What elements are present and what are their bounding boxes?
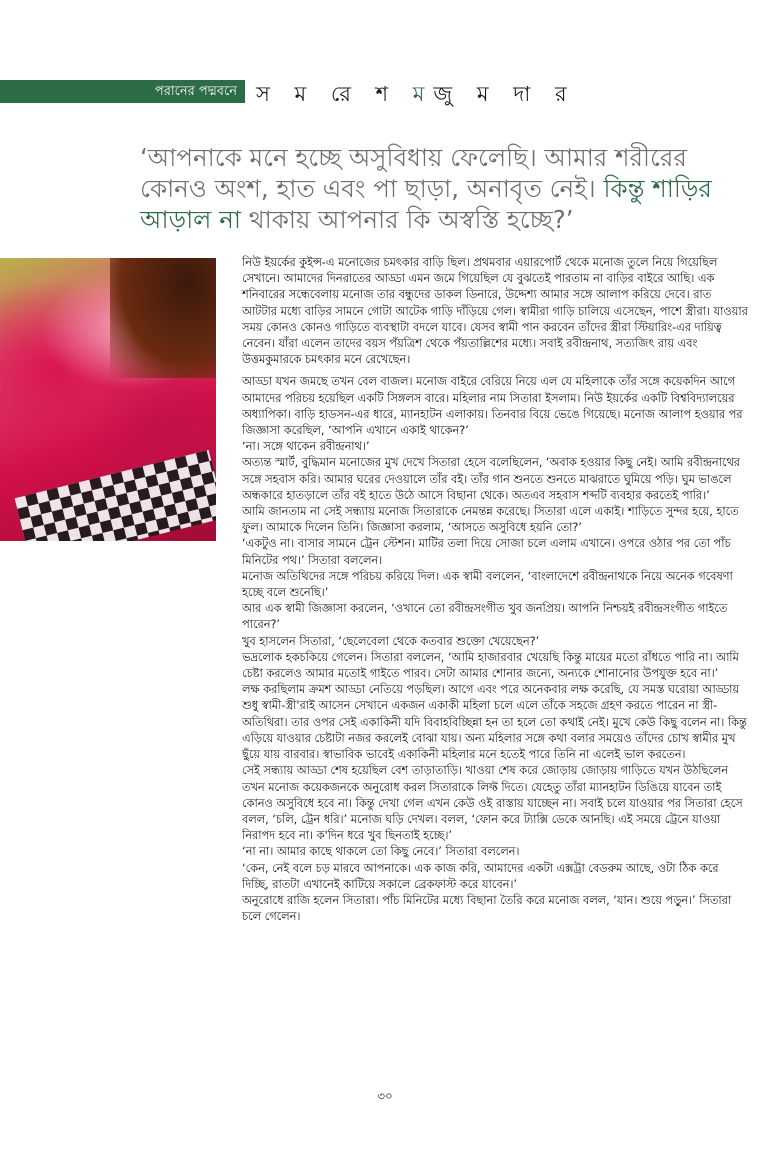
paragraph: ‘না না। আমার কাছে থাকলে তো কিছু নেবে।’ সিতারা বললেন। <box>242 845 520 859</box>
paragraph: ভদ্রলোক হকচকিয়ে গেলেন। সিতারা বললেন, ‘আমি হাজারবার খেয়েছি কিন্তু মায়ের মতো রাঁধতে পারি না। আমি চেষ্টা করলেও আমার মতোই গাইতে পারব। সেটা আমার শোনার জন্যে, অন্যকে শোনানোর উপযুক্ত হবে না।’ <box>242 650 739 681</box>
page-number: ৩০ <box>377 1089 393 1103</box>
paragraph: লক্ষ করছিলাম ক্রমশ আড্ডা নেতিয়ে পড়ছিল। আগে এবং পরে অনেকবার লক্ষ করেছি, যে সমস্ত ঘরোয়া আড্ডায় শুধু স্বামী-স্ত্রী'রাই আসেন সেখানে একজন একাকী মহিলা চলে এলে তাঁকে সহজে গ্রহণ করতে পারেন না স্ত্রী-অতিথিরা। তার ওপর সেই একাকিনী যদি বিবাহবিচ্ছিন্না হন তা হলে তো কথাই নেই। মুখে কেউ কিছু বলেন না। কিন্তু এড়িয়ে যাওয়ার চেষ্টাটা নজর করলেই বোঝা যায়। অন্য মহিলার সঙ্গে কথা বলার সময়েও তাঁদের চোখ স্বামীর মুখ ছুঁয়ে যায় বারবার। স্বাভাবিক ভাবেই একাকিনী মহিলার মনে হতেই পারে তিনি না এলেই ভাল করতেন। <box>242 683 747 762</box>
paragraph: খুব হাসলেন সিতারা, ‘ছেলেবেলা থেকে কতবার শুক্তো খেয়েছেন?’ <box>242 634 540 648</box>
series-title: পরানের পদ্মবনে <box>154 84 237 99</box>
pull-quote <box>140 142 750 235</box>
series-title-band <box>0 80 245 103</box>
author-surname-initial: ম <box>412 82 434 106</box>
author-surname-rest: জু ম দা র <box>433 82 576 106</box>
author-name <box>256 78 576 113</box>
pull-quote-highlight: কিন্তু শাড়ির আড়াল না <box>140 174 712 234</box>
paragraph: নিউ ইয়র্কের কুইন্স-এ মনোজের চমৎকার বাড়ি ছিল। প্রথমবার এয়ারপোর্ট থেকে মনোজ তুলে নিয়ে গিয়েছিল সেখানে। আমাদের দিনরাতের আড্ডা এমন জমে গিয়েছিল যে বুঝতেই পারতাম না বাড়ির বাইরে আছি। এক শনিবারের সন্ধেবেলায় মনোজ তার বন্ধুদের ডাকল ডিনারে, উদ্দেশ্য আমার সঙ্গে আলাপ করিয়ে দেবে। রাত আটটার মধ্যে বাড়ির সামনে গোটা আটেক গাড়ি দাঁড়িয়ে গেল। স্বামীরা গাড়ি চালিয়ে এসেছেন, পাশে স্ত্রীরা। যাওয়ার সময় কোনও কোনও গাড়িতে ব্যবস্থাটা বদলে যাবে। যেসব স্বামী পান করবেন তাঁদের স্ত্রীরা স্টিয়ারিং-এর দায়িত্ব নেবেন। যাঁরা এলেন তাদের বয়স পঁয়ত্রিশ থেকে পঁয়তাল্লিশের মধ্যে। সবাই রবীন্দ্রনাথ, সত্যজিৎ রায় এবং উত্তমকুমারকে চমৎকার মনে রেখেছেন। <box>242 256 748 367</box>
paragraph: আর এক স্বামী জিজ্ঞাসা করলেন, ‘ওখানে তো রবীন্দ্রসংগীত খুব জনপ্রিয়। আপনি নিশ্চয়ই রবীন্দ্রসংগীত গাইতে পারেন?’ <box>242 602 728 632</box>
paragraph: ‘কেন, নেই বলে চড় মারবে আপনাকে। এক কাজ করি, আমাদের একটা এক্সট্রা বেডরুম আছে, ওটা ঠিক করে দিচ্ছি, রাতটা এখানেই কাটিয়ে সকালে ব্রেকফাস্ট করে যাবেন।’ <box>242 861 719 891</box>
paragraph: সেই সন্ধ্যায় আড্ডা শেষ হয়েছিল বেশ তাড়াতাড়ি। খাওয়া শেষ করে জোড়ায় জোড়ায় গাড়িতে যখন উঠছিলেন তখন মনোজ কয়েকজনকে অনুরোধ করল সিতারাকে লিফ্ট দিতে। যেহেতু তাঁরা ম্যানহাটন ডিঙিয়ে যাবেন তাই কোনও অসুবিধে হবে না। কিন্তু দেখা গেল এখন কেউ ওই রাস্তায় যাচ্ছেন না। সবাই চলে যাওয়ার পর সিতারা হেসে বলল, ‘চলি, ট্রেন ধরি।’ মনোজ ঘড়ি দেখল। বলল, ‘ফোন করে ট্যাক্সি ডেকে আনছি। এই সময়ে ট্রেনে যাওয়া নিরাপদ হবে না। ক'দিন ধরে খুব ছিনতাই হচ্ছে।’ <box>242 764 743 843</box>
paragraph: অত্যন্ত স্মার্ট, বুদ্ধিমান মনোজের মুখ দেখে সিতারা হেসে বলেছিলেন, ‘অবাক হওয়ার কিছু নেই। আমি রবীন্দ্রনাথের সঙ্গে সহবাস করি। আমার ঘরের দেওয়ালে তাঁর বই। তাঁর গান শুনতে শুনতে মাঝরাতে ঘুমিয়ে পড়ি। ঘুম ভাঙলে অন্ধকারে হাতড়ালে তাঁর বই হাতে উঠে আসে বিছানা থেকে। অতএব সহবাস শব্দটি ব্যবহার করতেই পারি।’ <box>242 456 740 502</box>
painting-checkered-border <box>15 450 216 541</box>
paragraph: অনুরোধে রাজি হলেন সিতারা। পাঁচ মিনিটের মধ্যে বিছানা তৈরি করে মনোজ বলল, ‘যান। শুয়ে পড়ুন।’ সিতারা চলে গেলেন। <box>242 893 732 924</box>
paragraph: ‘একটুও না। বাসার সামনে ট্রেন স্টেশন। মাটির তলা দিয়ে সোজা চলে এলাম এখানে। ওপরে ওঠার পর তো পাঁচ মিনিটের পথ।’ সিতারা বললেন। <box>242 537 731 567</box>
pull-quote-part-3: থাকায় আপনার কি অস্বস্তি হচ্ছে?’ <box>240 205 574 234</box>
article-body <box>242 255 748 925</box>
paragraph: ‘না। সঙ্গে থাকেন রবীন্দ্রনাথ।’ <box>242 440 370 454</box>
paragraph: আড্ডা যখন জমছে তখন বেল বাজল। মনোজ বাইরে বেরিয়ে নিয়ে এল যে মহিলাকে তাঁর সঙ্গে কয়েকদিন আগে আমাদের পরিচয় হয়েছিল একটি সিঙ্গলস বারে। মহিলার নাম সিতারা ইসলাম। নিউ ইয়র্কের একটি বিশ্ববিদ্যালয়ের অধ্যাপিকা। বাড়ি হাডসন-এর ধারে, ম্যানহাটন এলাকায়। তিনবার বিয়ে ভেঙে গিয়েছে। মনোজ আলাপ হওয়ার পর জিজ্ঞাসা করেছিল, ‘আপনি এখানে একাই থাকেন?’ <box>242 375 743 438</box>
painting-hair-region <box>110 258 216 378</box>
paragraph: মনোজ অতিথিদের সঙ্গে পরিচয় করিয়ে দিল। এক স্বামী বললেন, ‘বাংলাদেশে রবীন্দ্রনাথকে নিয়ে অনেক গবেষণা হচ্ছে বলে শুনেছি।’ <box>242 569 733 600</box>
paragraph: আমি জানতাম না সেই সন্ধ্যায় মনোজ সিতারাকে নেমন্তন্ন করেছে। সিতারা এলে একাই। শাড়িতে সুন্দর হয়ে, হাতে ফুল। আমাকে দিলেন তিনি। জিজ্ঞাসা করলাম, ‘আসতে অসুবিধে হয়নি তো?’ <box>242 505 739 535</box>
pull-quote-part-1: ‘আপনাকে মনে হচ্ছে অসুবিধায় ফেলেছি। আমার শরীরের কোনও অংশ, হাত এবং পা ছাড়া, অনাবৃত নেই। <box>140 143 687 203</box>
author-first-name: স ম রে শ <box>256 82 398 106</box>
painting-woman-red-sari-icon <box>0 258 216 541</box>
